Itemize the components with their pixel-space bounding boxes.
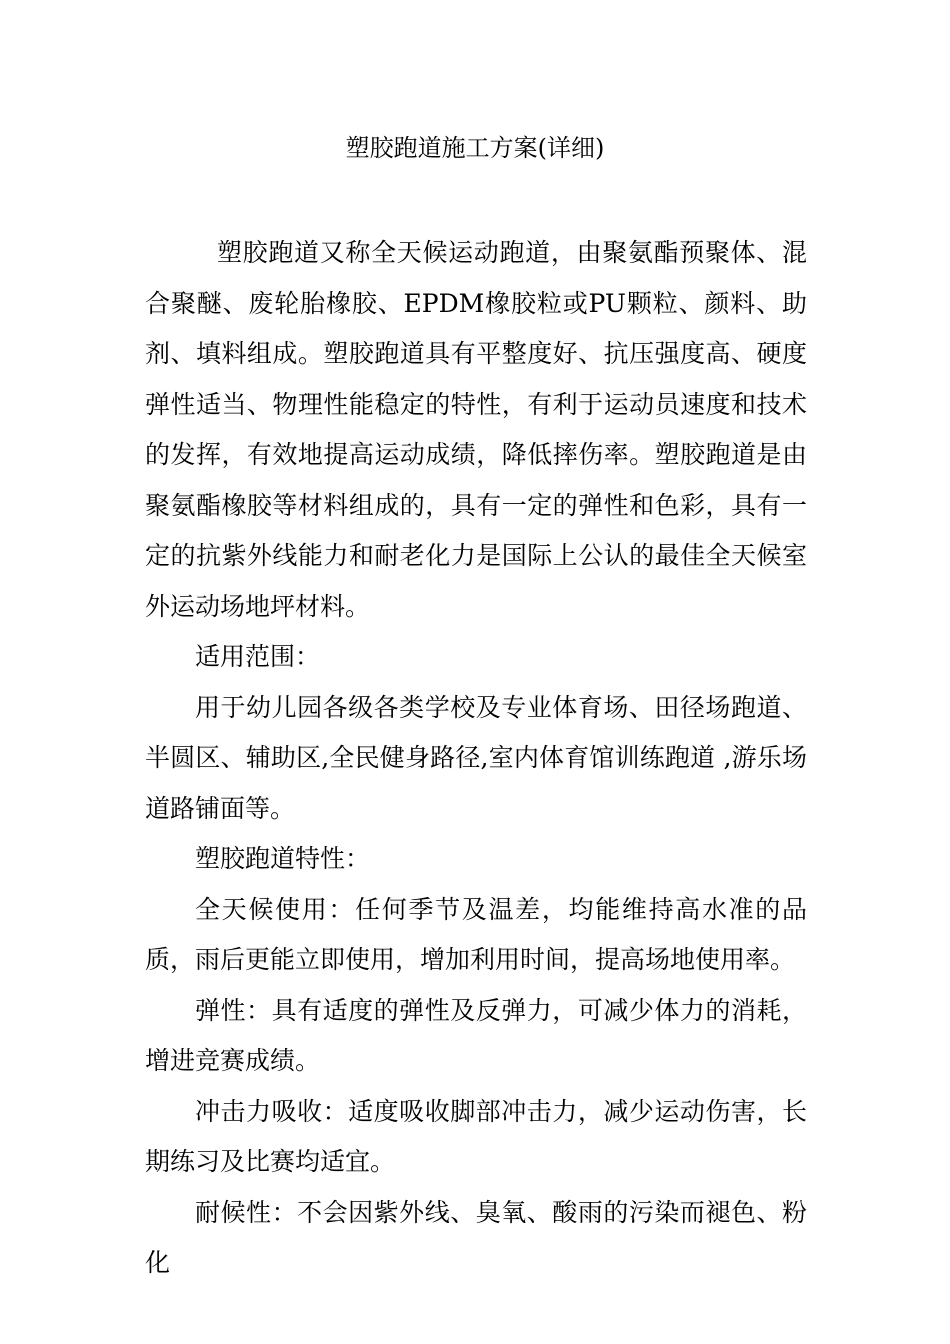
feature-weather-resistance: 耐候性：不会因紫外线、臭氧、酸雨的污染而褪色、粉化 (145, 1197, 807, 1277)
scope-heading: 适用范围： (195, 642, 321, 671)
feature-shock-absorption: 冲击力吸收：适度吸收脚部冲击力，减少运动伤害，长期练习及比赛均适宜。 (145, 1096, 807, 1176)
scope-paragraph: 用于幼儿园各级各类学校及专业体育场、田径场跑道、半圆区、辅助区,全民健身路径,室内体育馆训练跑道 ,游乐场道路铺面等。 (145, 692, 807, 823)
document-body (145, 228, 807, 1289)
document-title: 塑胶跑道施工方案(详细) (345, 134, 605, 162)
feature-elasticity: 弹性：具有适度的弹性及反弹力，可减少体力的消耗，增进竞赛成绩。 (145, 995, 807, 1075)
features-heading: 塑胶跑道特性： (195, 844, 371, 873)
feature-all-weather: 全天候使用：任何季节及温差，均能维持高水准的品质，雨后更能立即使用，增加利用时间，提高场地使用率。 (145, 894, 807, 974)
intro-paragraph: 塑胶跑道又称全天候运动跑道，由聚氨酯预聚体、混合聚醚、废轮胎橡胶、EPDM橡胶粒或PU颗粒、颜料、助剂、填料组成。塑胶跑道具有平整度好、抗压强度高、硬度弹性适当、物理性能稳定的特性，有利于运动员速度和技术的发挥，有效地提高运动成绩，降低摔伤率。塑胶跑道是由聚氨酯橡胶等材料组成的，具有一定的弹性和色彩，具有一定的抗紫外线能力和耐老化力是国际上公认的最佳全天候室外运动场地坪材料。 (145, 238, 807, 621)
